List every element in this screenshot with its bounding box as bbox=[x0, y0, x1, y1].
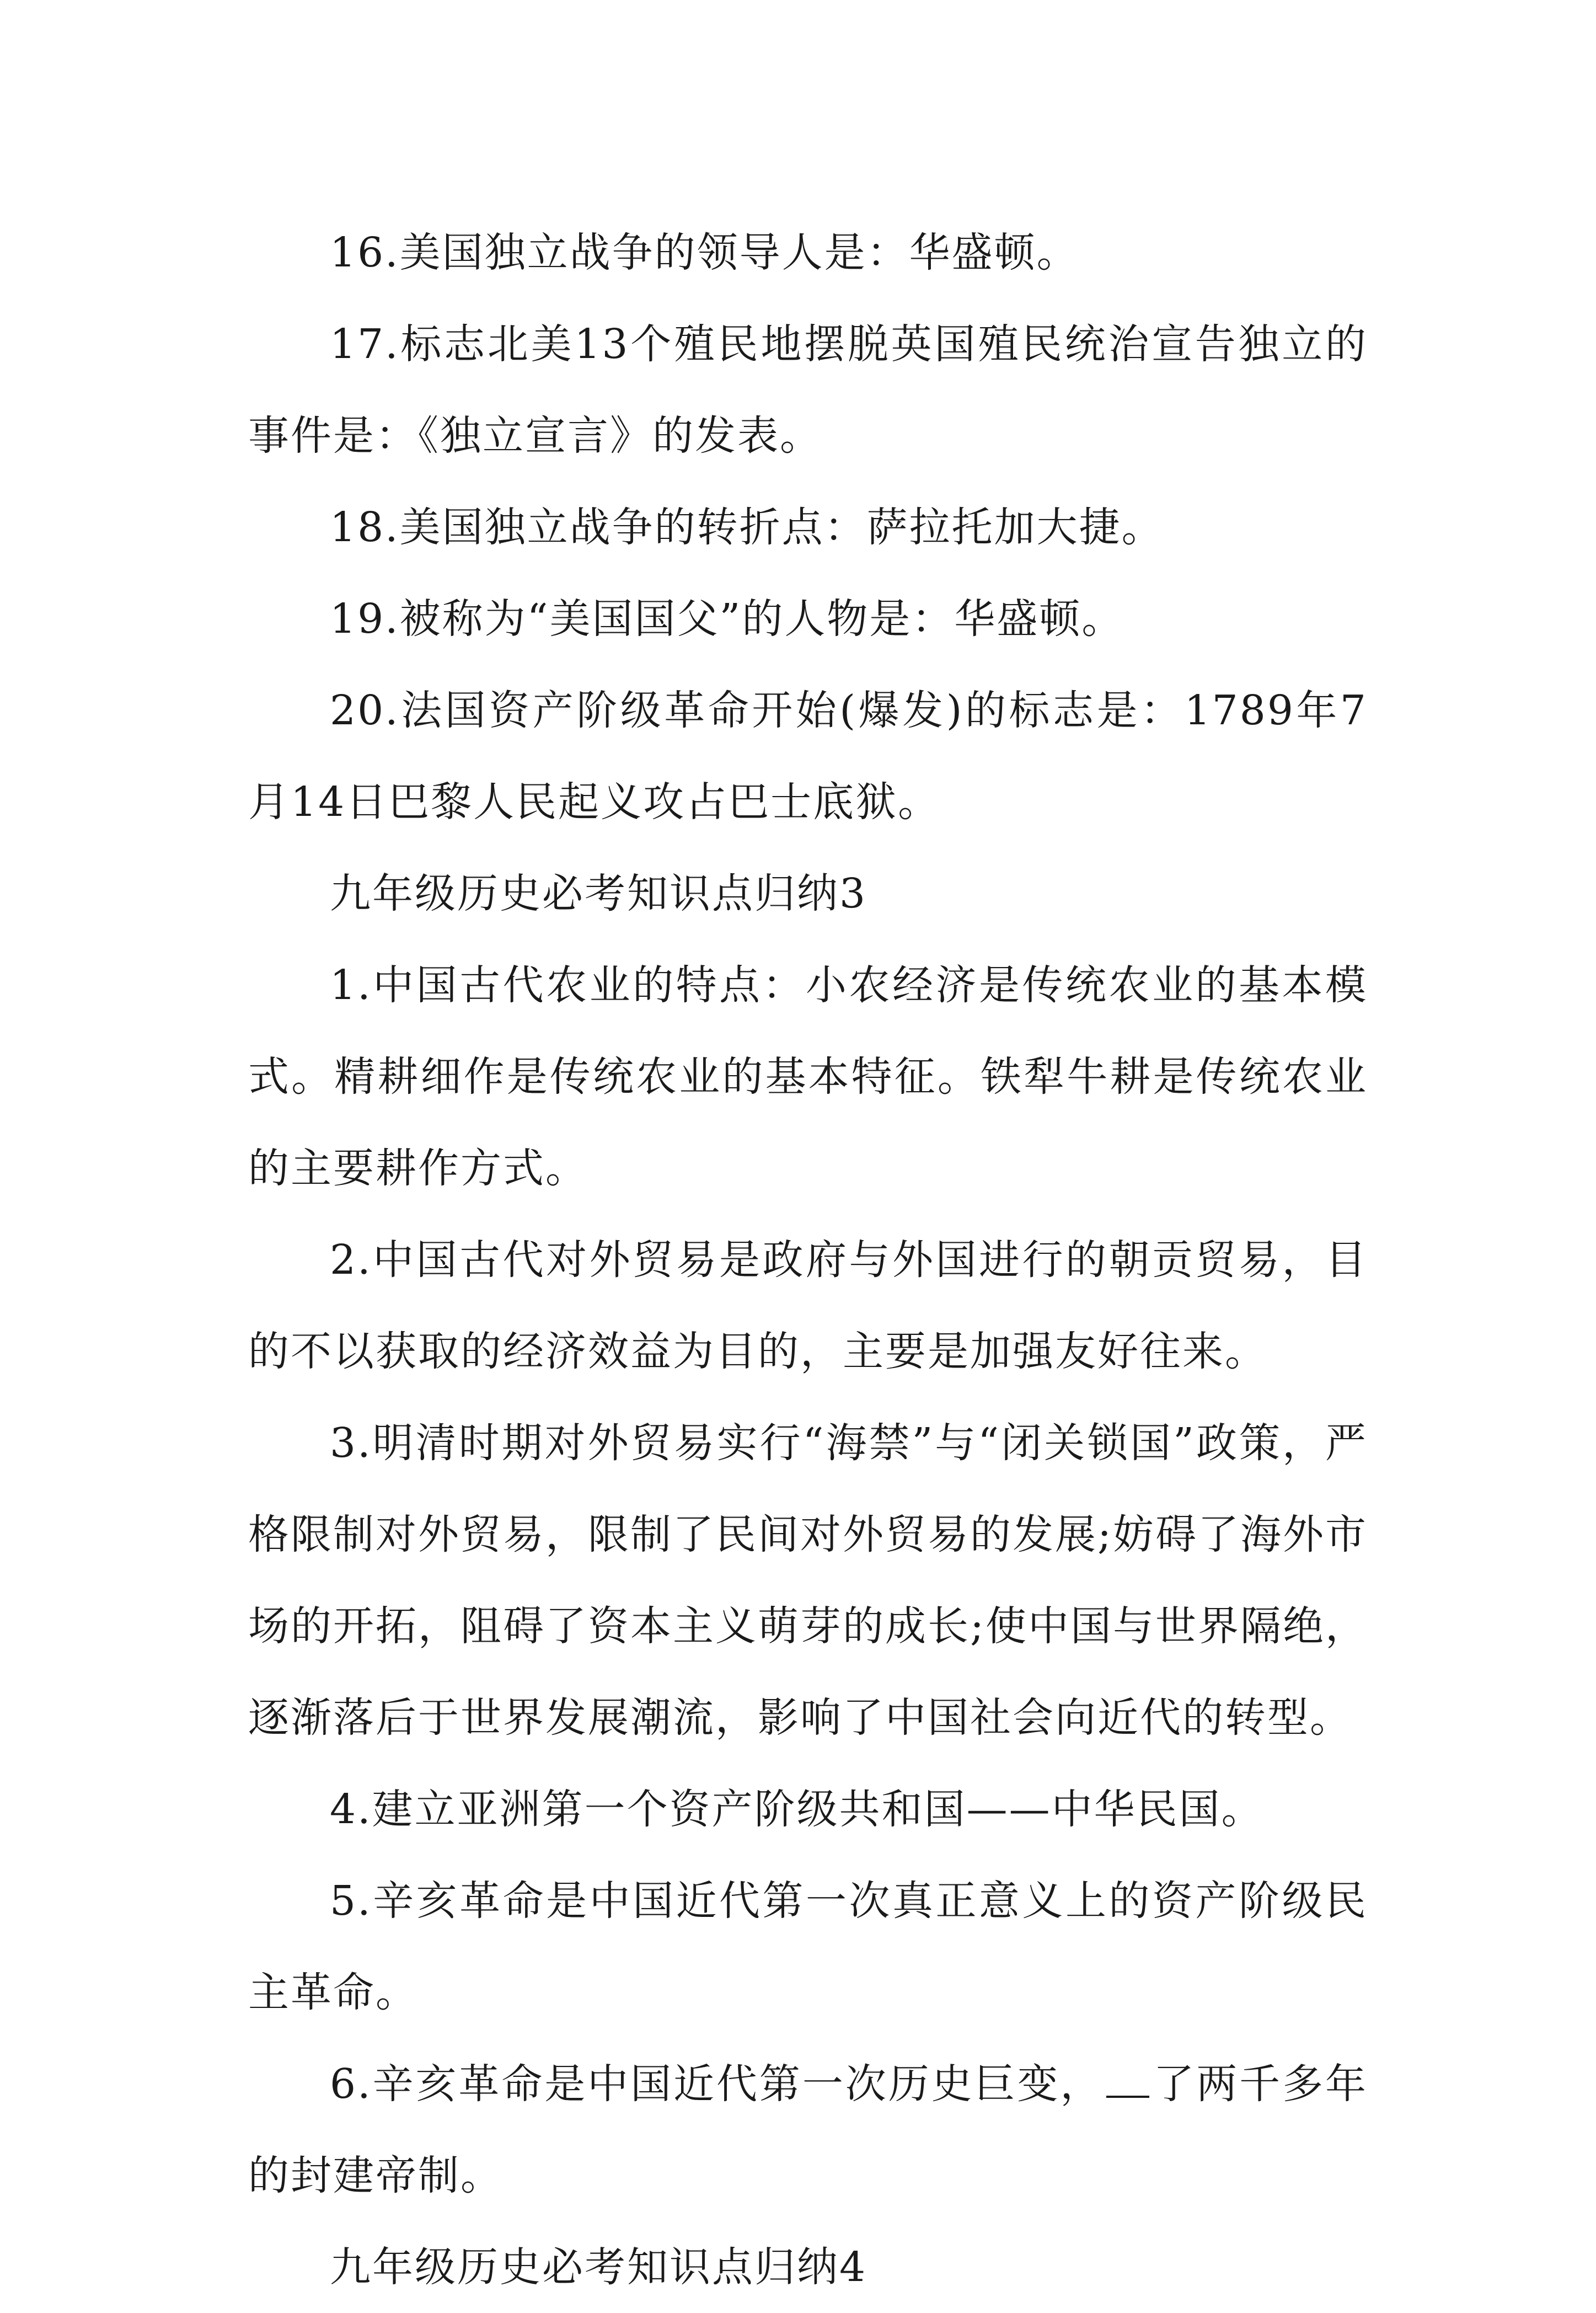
item-6-text-before-blank: 6.辛亥革命是中国近代第一次历史巨变， bbox=[330, 2060, 1104, 2108]
section3-item-4: 4.建立亚洲第一个资产阶级共和国——中华民国。 bbox=[330, 1786, 1264, 1833]
section-heading-3: 九年级历史必考知识点归纳3 bbox=[330, 870, 867, 917]
section3-item-2: 2.中国古代对外贸易是政府与外国进行的朝贡贸易，目的不以获取的经济效益为目的，主要是加强友好往来。 bbox=[248, 1236, 1368, 1375]
document-body bbox=[248, 207, 1368, 2313]
section3-item-3: 3.明清时期对外贸易实行“海禁”与“闭关锁国”政策，严格限制对外贸易，限制了民间对外贸易的发展;妨碍了海外市场的开拓，阻碍了资本主义萌芽的成长;使中国与世界隔绝，逐渐落后于世界发展潮流，影响了中国社会向近代的转型。 bbox=[248, 1419, 1368, 1742]
item-19: 19.被称为“美国国父”的人物是：华盛顿。 bbox=[330, 595, 1124, 643]
section3-item-1: 1.中国古代农业的特点：小农经济是传统农业的基本模式。精耕细作是传统农业的基本特征。铁犁牛耕是传统农业的主要耕作方式。 bbox=[248, 961, 1368, 1192]
item-17: 17.标志北美13个殖民地摆脱英国殖民统治宣告独立的事件是：《独立宣言》的发表。 bbox=[248, 320, 1368, 460]
section3-item-6 bbox=[248, 2038, 1368, 2221]
section-heading-4: 九年级历史必考知识点归纳4 bbox=[330, 2243, 867, 2291]
item-6-text-after-blank: 了两千多年的封建帝制。 bbox=[248, 2060, 1368, 2199]
item-16: 16.美国独立战争的领导人是：华盛顿。 bbox=[330, 229, 1079, 276]
item-20: 20.法国资产阶级革命开始(爆发)的标志是：1789年7月14日巴黎人民起义攻占巴士底狱。 bbox=[248, 687, 1368, 826]
item-18: 18.美国独立战争的转折点：萨拉托加大捷。 bbox=[330, 504, 1164, 551]
section3-item-5: 5.辛亥革命是中国近代第一次真正意义上的资产阶级民主革命。 bbox=[248, 1877, 1368, 2016]
fill-in-blank bbox=[1106, 2063, 1149, 2098]
